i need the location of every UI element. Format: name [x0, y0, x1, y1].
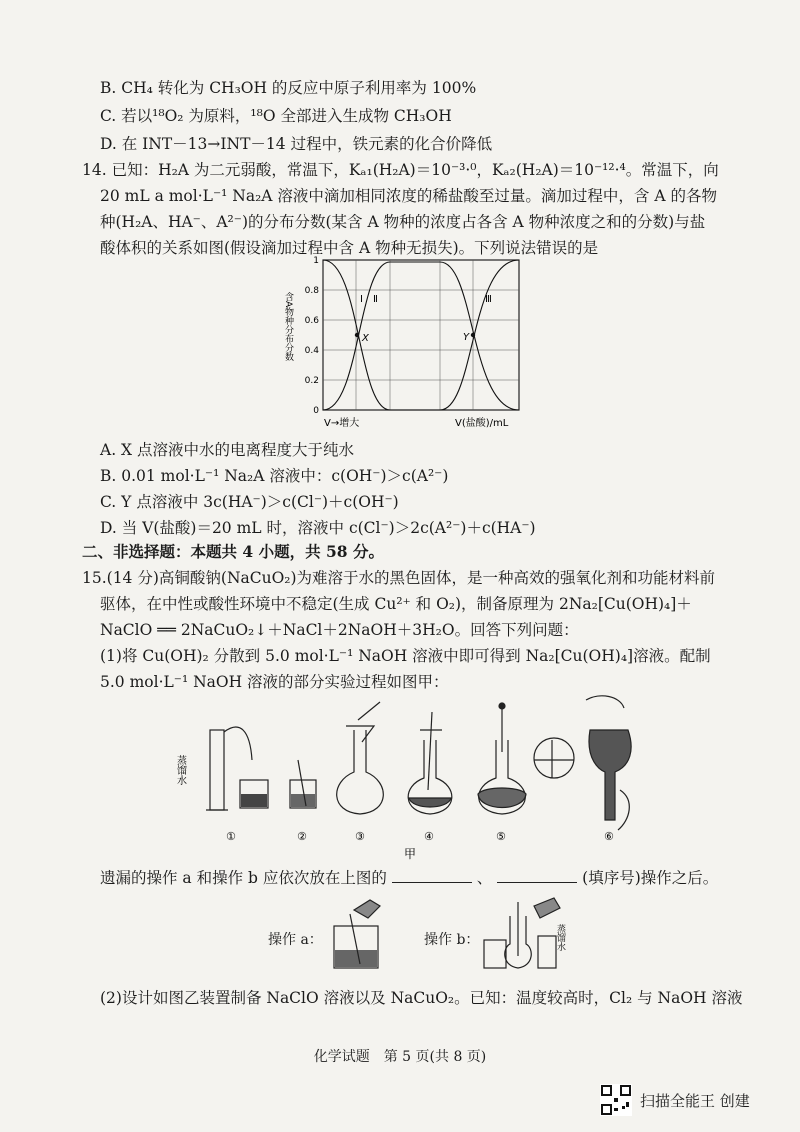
point-y-marker [471, 333, 475, 337]
y-tick-label: 0 [313, 406, 319, 416]
qr-code-icon [600, 1084, 632, 1116]
q15-missing-ops-question [100, 868, 718, 888]
step-3-flask-transfer [337, 702, 384, 814]
step-label-6: ⑥ [604, 830, 614, 843]
curve-label-2: Ⅱ [373, 294, 378, 305]
q15-question-text: 遗漏的操作 a 和操作 b 应依次放在上图的 [100, 869, 387, 887]
y-axis-ticks [305, 256, 320, 416]
y-tick-label: 0.4 [304, 346, 319, 356]
distilled-water-label: 蒸馏水 [174, 755, 186, 785]
y-tick-label: 0.2 [304, 376, 319, 386]
step-6-invert-shake [586, 696, 631, 830]
op-a-figure [320, 900, 390, 972]
q15-line1: 15.(14 分)高铜酸钠(NaCuO₂)为难溶于水的黑色固体，是一种高效的强氧化剂和功能材料前 [82, 569, 716, 587]
point-x-marker [355, 333, 359, 337]
step-5-flask-dropper [478, 703, 526, 814]
q15-part2-line: (2)设计如图乙装置制备 NaClO 溶液以及 NaCuO₂。已知：温度较高时，Cl₂ 与 NaOH 溶液 [100, 989, 743, 1007]
q15-line4: (1)将 Cu(OH)₂ 分散到 5.0 mol·L⁻¹ NaOH 溶液中即可得到 Na₂[Cu(OH)₄]溶液。配制 [100, 647, 711, 665]
q13-option-d: D. 在 INT－13→INT－14 过程中，铁元素的化合价降低 [100, 135, 493, 153]
step-1-cylinder-pour [206, 727, 268, 810]
q15-separator: 、 [476, 869, 493, 887]
op-b-label: 操作 b： [424, 932, 480, 948]
y-tick-label: 1 [313, 256, 319, 266]
step-label-2: ② [297, 830, 307, 843]
curve-label-1: Ⅰ [360, 294, 363, 305]
y-tick-label: 0.6 [304, 316, 319, 326]
answer-blank-2[interactable] [497, 868, 577, 883]
curve-label-3: Ⅲ [485, 294, 492, 305]
q14-option-b: B. 0.01 mol·L⁻¹ Na₂A 溶液中：c(OH⁻)＞c(A²⁻) [100, 467, 449, 485]
q15-line3: NaClO ══ 2NaCuO₂↓＋NaCl＋2NaOH＋3H₂O。回答下列问题： [100, 621, 579, 639]
q14-stem-line3: 种(H₂A、HA⁻、A²⁻)的分布分数(某含 A 物种的浓度占各含 A 物种浓度之和的分数)与盐 [100, 213, 706, 231]
curve-ha-minus-rise [323, 262, 440, 410]
figure-jia [174, 690, 640, 861]
q14-option-c: C. Y 点溶液中 3c(HA⁻)＞c(Cl⁻)＋c(OH⁻) [100, 493, 399, 511]
q14-option-a: A. X 点溶液中水的电离程度大于纯水 [100, 441, 355, 459]
q15-line2: 驱体，在中性或酸性环境中不稳定(生成 Cu²⁺ 和 O₂)，制备原理为 2Na₂[Cu(OH)₄]＋ [100, 595, 692, 613]
curve-h2a [390, 260, 519, 410]
step-label-4: ④ [424, 830, 434, 843]
distribution-chart [280, 252, 530, 434]
y-tick-label: 0.8 [304, 286, 319, 296]
page-footer: 化学试题 第 5 页(共 8 页) [313, 1049, 487, 1065]
q13-option-c: C. 若以¹⁸O₂ 为原料，¹⁸O 全部进入生成物 CH₃OH [100, 107, 452, 125]
chart-y-label: 含A物种分布分数 [283, 292, 293, 362]
op-a-label: 操作 a： [268, 932, 323, 948]
section-2-heading: 二、非选择题：本题共 4 小题，共 58 分。 [82, 542, 384, 561]
op-b-water-label: 蒸馏水 [555, 924, 565, 951]
q14-stem-line1: 14. 已知：H₂A 为二元弱酸，常温下，Kₐ₁(H₂A)＝10⁻³·⁰，Kₐ₂(H₂A)＝10⁻¹²·⁴。常温下，向 [82, 161, 719, 179]
chart-grid [323, 260, 519, 410]
q14-option-d: D. 当 V(盐酸)＝20 mL 时，溶液中 c(Cl⁻)＞2c(A²⁻)＋c(HA⁻) [100, 519, 536, 537]
magnifier-detail [534, 738, 574, 778]
q13-option-b: B. CH₄ 转化为 CH₃OH 的反应中原子利用率为 100% [100, 79, 477, 97]
q14-stem-line4: 酸体积的关系如图(假设滴加过程中含 A 物种无损失)。下列说法错误的是 [100, 239, 599, 257]
answer-blank-1[interactable] [392, 868, 472, 883]
step-2-beaker-stir [290, 760, 316, 808]
q14-stem-line2: 20 mL a mol·L⁻¹ Na₂A 溶液中滴加相同浓度的稀盐酸至过量。滴加过程中，含 A 的各物 [100, 187, 717, 205]
figure-jia-caption: 甲 [404, 847, 417, 861]
x-label-left: V→增大 [324, 418, 360, 429]
step-4-flask-rod [408, 712, 452, 814]
q15-question-suffix: (填序号)操作之后。 [582, 869, 719, 887]
step-label-5: ⑤ [496, 830, 506, 843]
plot-frame [323, 260, 519, 410]
step-labels [226, 830, 614, 843]
point-x-label: X [362, 333, 369, 344]
scanner-brand: 扫描全能王 创建 [640, 1092, 750, 1110]
point-y-label: Y [463, 332, 470, 343]
op-b-figure [478, 896, 568, 972]
step-label-1: ① [226, 830, 236, 843]
step-label-3: ③ [355, 830, 365, 843]
x-label-right: V(盐酸)/mL [455, 418, 509, 429]
q15-line5: 5.0 mol·L⁻¹ NaOH 溶液的部分实验过程如图甲： [100, 673, 449, 691]
curve-ha-minus-fall [440, 262, 519, 410]
